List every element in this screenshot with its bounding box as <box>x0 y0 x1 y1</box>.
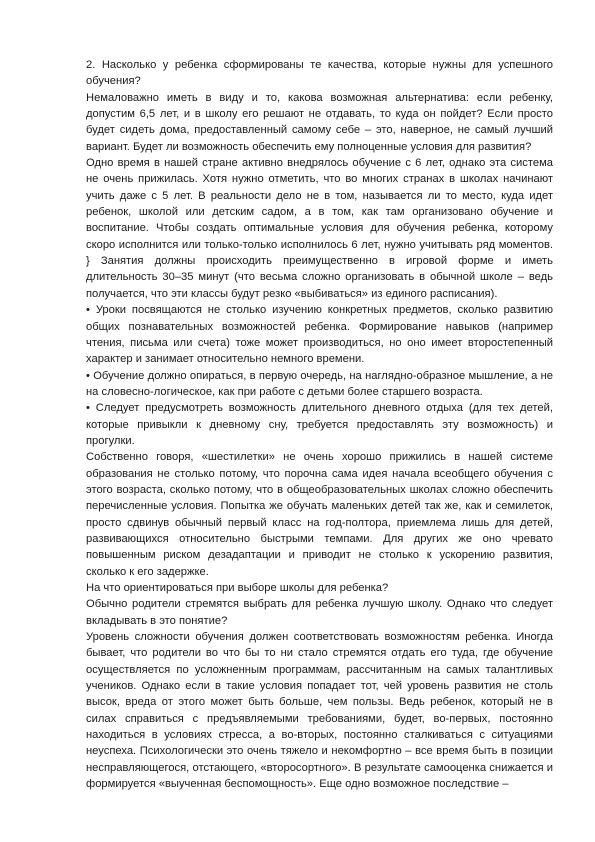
bullet-lessons: • Уроки посвящаются не столько изучению конкретных предметов, сколько развитию общих познавательных возможностей ребенка. Формирование навыков (например чтения, письма или счета) тоже может производиться, но оно имеет второстепенный характер и занимает относительно немного времени. <box>86 304 553 366</box>
paragraph-best-school: Обычно родители стремятся выбрать для ребенка лучшую школу. Однако что следует вкладывать в это понятие? <box>86 598 553 627</box>
bullet-thinking: • Обучение должно опираться, в первую очередь, на наглядно-образное мышление, а не на словесно-логическое, как при работе с детьми более старшего возраста. <box>86 369 553 398</box>
paragraph-difficulty-level: Уровень сложности обучения должен соответствовать возможностям ребенка. Иногда бывает, что родители во что бы то ни стало стремятся отдать его туда, где обучение осуществляется по усложненным программам, рассчитанным на самых талантливых учеников. Однако если в такие условия попадает тот, чей уровень развития не столь высок, вреда от этого может быть больше, чем пользы. Ведь ребенок, который не в силах справиться с предъявляемыми требованиями, будет, во-первых, постоянно находиться в условиях стресса, а во-вторых, постоянно сталкиваться с ситуациями неуспеха. Психологически это очень тяжело и некомфортно – все время быть в позиции несправляющегося, отстающего, «второсортного». В результате самооценка снижается и формируется «выученная беспомощность». Еще одно возможное последствие – <box>86 631 553 791</box>
paragraph-six-year-olds: Одно время в нашей стране активно внедрялось обучение с 6 лет, однако эта система не очень прижилась. Хотя нужно отметить, что во многих странах в школах начинают учить даже с 5 лет. В реальности дело не в том, называется ли то место, куда идет ребенок, школой или детским садом, а в том, как там организовано обучение и воспитание. Чтобы создать оптимальные условия для обучения ребенка, которому скоро исполнится или только-только исполнилось 6 лет, нужно учитывать ряд моментов. } Занятия должны происходить преимущественно в игровой форме и иметь длительность 30–35 минут (что весьма сложно организовать в обычной школе – ведь получается, что эти классы будут резко «выбиваться» из единого расписания). <box>86 157 553 300</box>
paragraph-alternative: Немаловажно иметь в виду и то, какова возможная альтернатива: если ребенку, допустим 6,5 лет, и в школу его решают не отдавать, то куда он пойдет? Если просто будет сидеть дома, предоставленный самому себе – это, наверное, не самый лучший вариант. Будет ли возможность обеспечить ему полноценные условия для развития? <box>86 91 553 153</box>
question-heading-2: 2. Насколько у ребенка сформированы те качества, которые нужны для успешного обучения? <box>86 59 553 88</box>
document-page <box>86 57 553 792</box>
question-heading-school-choice: На что ориентироваться при выборе школы для ребенка? <box>86 582 389 594</box>
bullet-rest: • Следует предусмотреть возможность длительного дневного отдыха (для тех детей, которые привыкли к дневному сну, требуется предоставлять эту возможность) и прогулки. <box>86 402 553 447</box>
paragraph-shestiletki: Собственно говоря, «шестилетки» не очень хорошо прижились в нашей системе образования не столько потому, что порочна сама идея начала всеобщего обучения с этого возраста, сколько потому, что в общеобразовательных школах сложно обеспечить перечисленные условия. Попытка же обучать маленьких детей так же, как и семилеток, просто сдвинув обычный первый класс на год-полтора, приемлема лишь для детей, развивающихся относительно быстрыми темпами. Для других же оно чревато повышенным риском дезадаптации и приводит не столько к ускорению развития, сколько к его задержке. <box>86 451 553 578</box>
